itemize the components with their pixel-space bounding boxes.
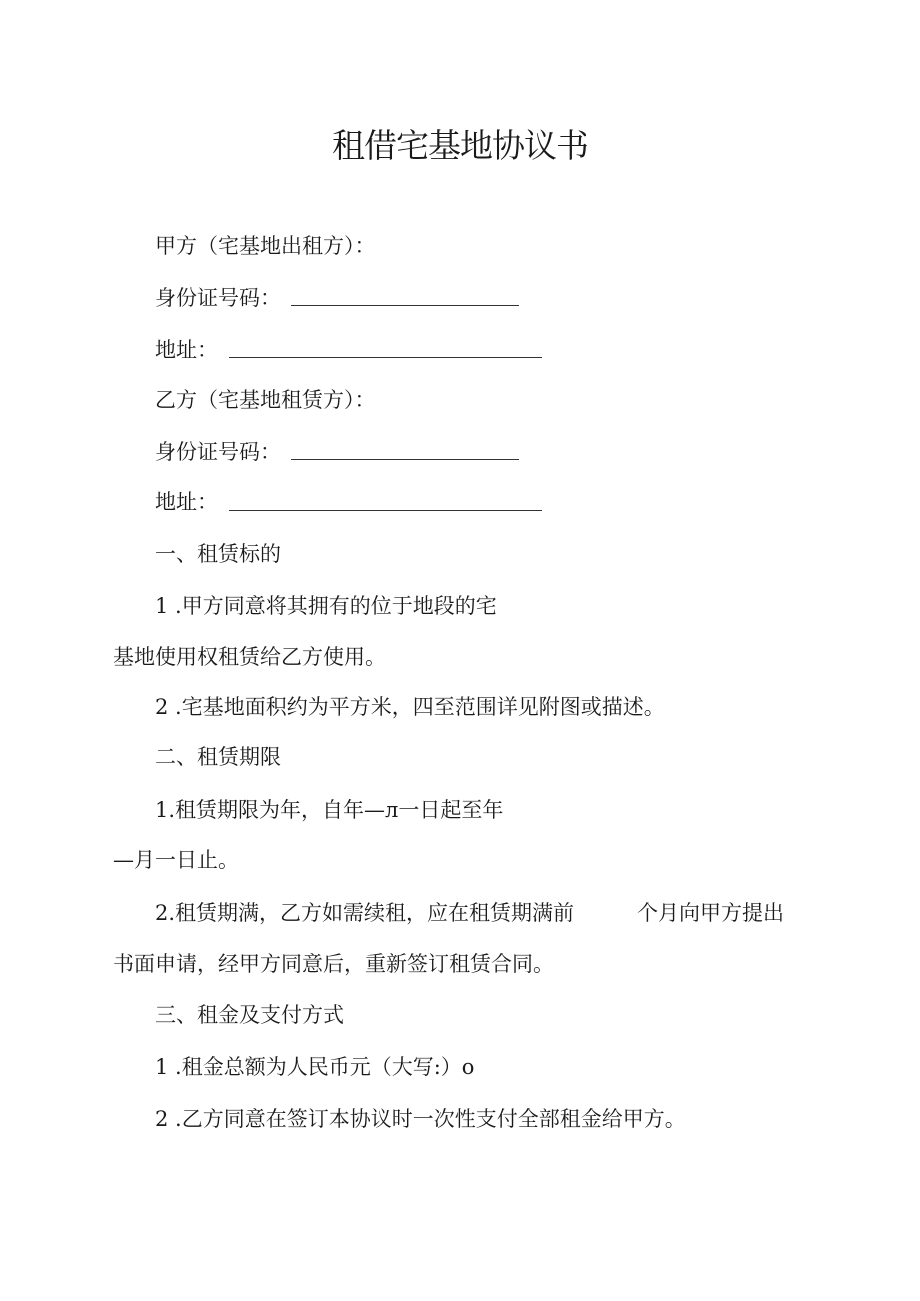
section-1-clause-1-cont: 基地使用权租赁给乙方使用。: [113, 645, 386, 669]
section-2-clause-2-cont: 书面申请，经甲方同意后，重新签订租赁合同。: [113, 952, 554, 976]
section-2-heading: 二、租赁期限: [155, 745, 281, 769]
section-2-clause-1: 1.租赁期限为年，自年—л一日起至年: [155, 798, 504, 822]
section-2-clause-2: 2.租赁期满，乙方如需续租，应在租赁期满前: [155, 901, 575, 925]
section-1-clause-2: 2 .宅基地面积约为平方米，四至范围详见附图或描述。: [155, 695, 665, 719]
section-3-clause-1: 1 .租金总额为人民币元（大写:）o: [155, 1055, 475, 1079]
party-a-address-label: 地址：: [155, 338, 218, 362]
party-a-heading: 甲方（宅基地出租方）：: [155, 234, 376, 258]
party-b-address-label: 地址：: [155, 490, 218, 514]
party-a-id-blank: [291, 305, 519, 306]
document-title: 租借宅基地协议书: [332, 126, 588, 165]
section-3-heading: 三、租金及支付方式: [155, 1003, 344, 1027]
party-a-id-label: 身份证号码：: [155, 286, 281, 310]
section-1-clause-1: 1 .甲方同意将其拥有的位于地段的宅: [155, 594, 497, 618]
section-3-clause-2: 2 .乙方同意在签订本协议时一次性支付全部租金给甲方。: [155, 1107, 686, 1131]
section-2-clause-1-cont: —月一日止。: [113, 848, 239, 872]
party-b-heading: 乙方（宅基地租赁方）：: [155, 388, 376, 412]
party-b-address-blank: [229, 510, 542, 511]
section-1-heading: 一、租赁标的: [155, 542, 281, 566]
party-a-address-blank: [229, 357, 542, 358]
section-2-clause-2-tail: 个月向甲方提出: [637, 901, 784, 925]
party-b-id-label: 身份证号码：: [155, 440, 281, 464]
party-b-id-blank: [291, 459, 519, 460]
